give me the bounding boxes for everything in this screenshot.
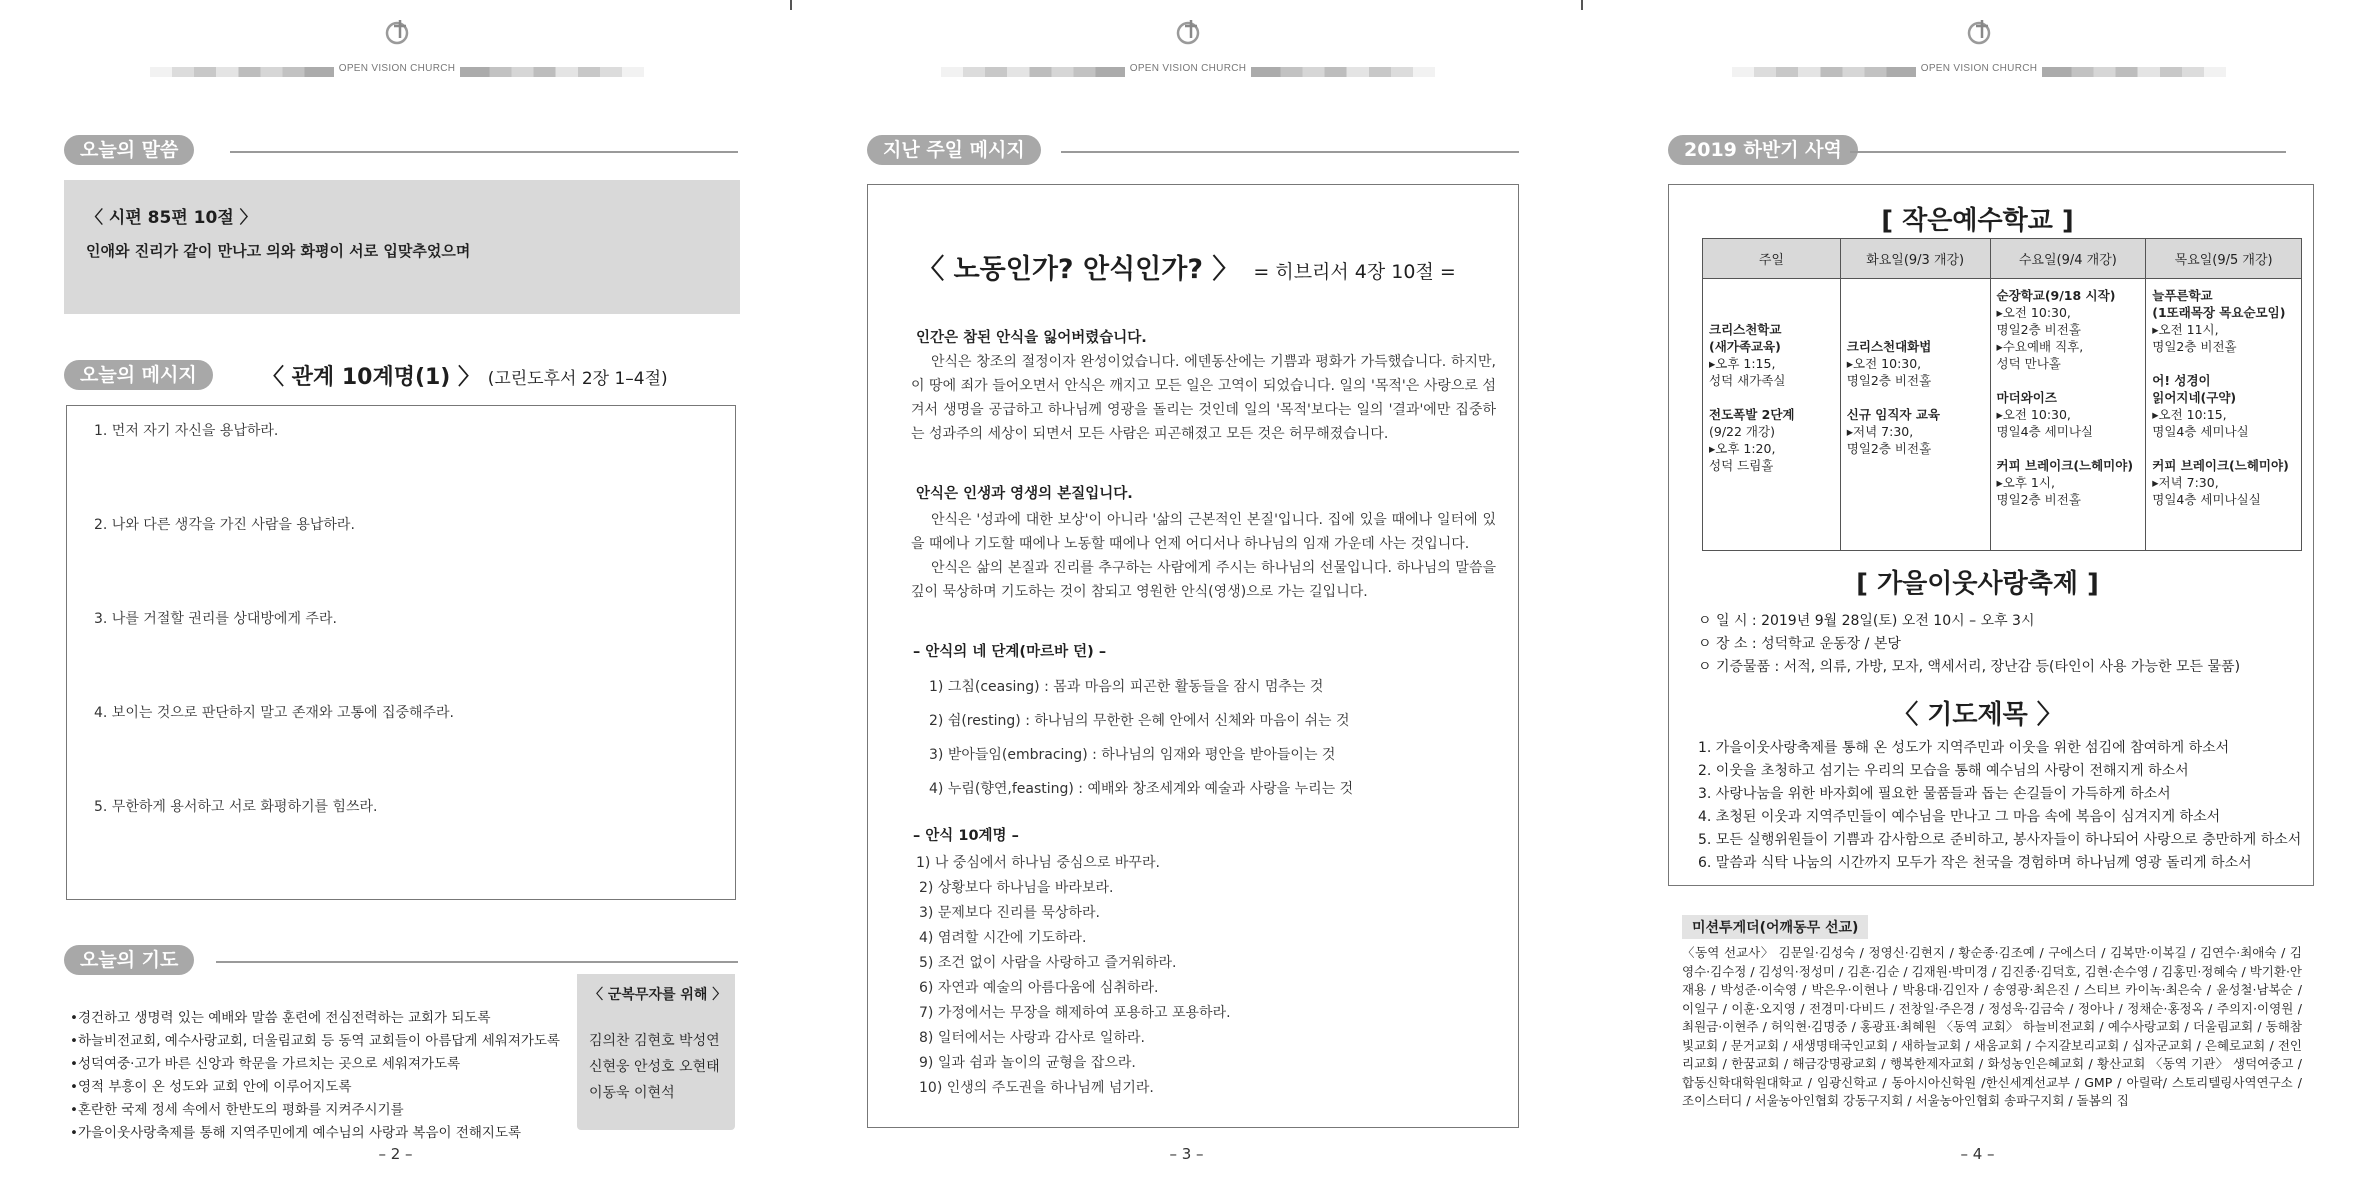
- schedule-line: 성덕 새가족실: [1709, 373, 1786, 388]
- schedule-line: 명일2층 비전홀: [2152, 339, 2237, 354]
- tab-rule: [216, 961, 738, 963]
- sermon-paragraph: 안식은 '성과에 대한 보상'이 아니라 '삶의 근본적인 본질'입니다. 집에 있을 때에나 일터에 있을 때에나 기도할 때에나 노동할 때에나 언제 어디서나 하나님의 임재 가운데 사는 것입니다.: [911, 512, 1496, 552]
- schedule-line: 명일2층 비전홀: [1846, 373, 1932, 388]
- tab-rule: [1850, 151, 2286, 153]
- message-item: 2. 나와 다른 생각을 가진 사람을 용납하라.: [94, 517, 355, 533]
- tab-rule: [230, 151, 738, 153]
- message-item: 5. 무한하게 용서하고 서로 화평하기를 힘쓰라.: [94, 799, 378, 815]
- header-bar-left: [150, 67, 334, 77]
- schedule-line: 커피 브레이크(느헤미야): [2152, 458, 2289, 473]
- schedule-line: ▸저녁 7:30,: [2152, 475, 2219, 490]
- military-names: 김의찬 김현호 박성연: [589, 1033, 720, 1049]
- schedule-line: [1847, 321, 1984, 338]
- prayer-topic: 4. 초청된 이웃과 지역주민들이 예수님을 만나고 그 마음 속에 복음이 심겨지게 하소서: [1698, 809, 2221, 825]
- schedule-line: 성덕 만나홀: [1996, 356, 2061, 371]
- schedule-line: ▸오후 1:15,: [1709, 356, 1776, 371]
- schedule-line: [1847, 389, 1984, 406]
- church-logo-icon: [1171, 18, 1207, 46]
- word-tab: 오늘의 말씀: [64, 135, 194, 165]
- schedule-line: 크리스천학교: [1709, 322, 1782, 337]
- schedule-line: [2152, 440, 2295, 457]
- church-name: OPEN VISION CHURCH: [1129, 63, 1247, 74]
- message-item: 4. 보이는 것으로 판단하지 말고 존재와 고통에 집중해주라.: [94, 705, 455, 721]
- schedule-line: 순장학교(9/18 시작): [1996, 288, 2116, 303]
- schedule-line: 명일2층 비전홀: [1996, 492, 2081, 507]
- schedule-line: 신규 임직자 교육: [1846, 407, 1940, 422]
- message-title: [262, 360, 668, 391]
- sermon-paragraph: 안식은 창조의 절정이자 완성이었습니다. 에덴동산에는 기쁨과 평화가 가득했습니다. 하지만, 이 땅에 죄가 들어오면서 안식은 깨지고 모든 일은 고역이 되었습니다. 일의 '목적'은 사랑으로 섬겨서 생명을 공급하고 하나님께 영광을 돌리는 것인데 일의 '목적'보다는 일의 '결과'에만 집중하는 성과주의 세상이 되면서 모든 사람은 피곤해졌고 모든 것은 허무해졌습니다.: [911, 354, 1496, 442]
- schedule-line: [1847, 304, 1984, 321]
- prayer-topic: 6. 말씀과 식탁 나눔의 시간까지 모두가 작은 천국을 경험하며 하나님께 영광 돌리게 하소서: [1698, 855, 2252, 871]
- page-4: [1582, 0, 2373, 1193]
- message-tab: 오늘의 메시지: [64, 360, 213, 390]
- schedule-table: [1702, 238, 2302, 551]
- table-cell-tuesday: [1840, 279, 1990, 551]
- schedule-line: ▸오전 10:30,: [1846, 356, 1922, 371]
- page-header: [1582, 12, 2373, 72]
- prayer-topic: 2. 이웃을 초청하고 섬기는 우리의 모습을 통해 예수님의 사랑이 전해지게 하소서: [1698, 763, 2189, 779]
- prayer-topic: 5. 모든 실행위원들이 기쁨과 감사함으로 준비하고, 봉사자들이 하나되어 사랑으로 충만하게 하소서: [1698, 832, 2302, 848]
- page-number: – 2 –: [378, 1145, 413, 1163]
- commandment-item: 1) 나 중심에서 하나님 중심으로 바꾸라.: [916, 855, 1160, 871]
- table-header-cell: 목요일(9/5 개강): [2146, 239, 2302, 279]
- schedule-line: 읽어지네(구약): [2152, 390, 2237, 405]
- message-item: 3. 나를 거절할 권리를 상대방에게 주라.: [94, 611, 337, 627]
- commandment-item: 2) 상황보다 하나님을 바라보라.: [919, 880, 1114, 896]
- page-divider: [790, 0, 792, 10]
- commandment-item: 7) 가정에서는 무장을 해제하여 포용하고 포용하라.: [919, 1005, 1231, 1021]
- church-name: OPEN VISION CHURCH: [1920, 63, 2038, 74]
- military-box: [577, 974, 735, 1130]
- sermon-tab: 지난 주일 메시지: [867, 135, 1041, 165]
- prayer-item: •영적 부흥이 온 성도와 교회 안에 이루어지도록: [70, 1079, 352, 1095]
- schedule-line: 명일4층 세미나실: [2152, 424, 2249, 439]
- verse-reference: 〈 시편 85편 10절 〉: [86, 208, 257, 228]
- schedule-line: [1709, 389, 1834, 406]
- school-title: [ 작은예수학교 ]: [1881, 206, 2074, 236]
- schedule-line: 성덕 드림홀: [1709, 458, 1774, 473]
- schedule-line: ▸오후 1시,: [1996, 475, 2055, 490]
- commandment-item: 8) 일터에서는 사랑과 감사로 일하라.: [919, 1030, 1145, 1046]
- prayer-tab: 오늘의 기도: [64, 945, 194, 975]
- prayer-topics-title: 〈 기도제목 〉: [1892, 700, 2063, 730]
- military-title: 〈 군복무자를 위해 〉: [589, 987, 727, 1003]
- prayer-topic: 1. 가을이웃사랑축제를 통해 온 성도가 지역주민과 이웃을 위한 섬김에 참여하게 하소서: [1698, 740, 2230, 756]
- schedule-line: 늘푸른학교: [2152, 288, 2213, 303]
- schedule-line: ▸오후 1:20,: [1709, 441, 1776, 456]
- message-title-text: 〈 관계 10계명(1) 〉: [262, 365, 481, 390]
- schedule-line: [1847, 287, 1984, 304]
- schedule-line: 어! 성경이: [2152, 373, 2211, 388]
- prayer-item: •경건하고 생명력 있는 예배와 말씀 훈련에 전심전력하는 교회가 되도록: [70, 1010, 491, 1026]
- missions-title: 미션투게더(어깨동무 선교): [1682, 915, 1868, 939]
- table-header-cell: 화요일(9/3 개강): [1840, 239, 1990, 279]
- schedule-line: ▸오전 10:15,: [2152, 407, 2227, 422]
- schedule-line: ▸오전 10:30,: [1996, 305, 2071, 320]
- header-bar-right: [1251, 67, 1435, 77]
- schedule-line: ▸수요예배 직후,: [1996, 339, 2084, 354]
- schedule-line: ▸저녁 7:30,: [1846, 424, 1914, 439]
- commandment-item: 5) 조건 없이 사람을 사랑하고 즐거워하라.: [919, 955, 1177, 971]
- message-box: [66, 405, 736, 900]
- festival-line: ㅇ 기증물품 : 서적, 의류, 가방, 모자, 액세서리, 장난감 등(타인이 사용 가능한 모든 물품): [1698, 659, 2241, 675]
- schedule-line: ▸오전 10:30,: [1996, 407, 2071, 422]
- schedule-line: 커피 브레이크(느헤미야): [1996, 458, 2134, 473]
- schedule-line: 명일2층 비전홀: [1996, 322, 2081, 337]
- header-bar-left: [1732, 67, 1916, 77]
- sermon-scripture: = 히브리서 4장 10절 =: [1253, 261, 1456, 283]
- sermon-title: [791, 247, 1582, 286]
- commandment-item: 6) 자연과 예술의 아름다움에 심취하라.: [919, 980, 1159, 996]
- message-reference: (고린도후서 2장 1–4절): [487, 369, 668, 389]
- ministry-tab: 2019 하반기 사역: [1668, 135, 1858, 165]
- church-logo-icon: [380, 18, 416, 46]
- festival-line: ㅇ 일 시 : 2019년 9월 28일(토) 오전 10시 – 오후 3시: [1698, 613, 2035, 629]
- sermon-heading: – 안식 10계명 –: [913, 828, 1019, 844]
- sermon-heading: 인간은 참된 안식을 잃어버렸습니다.: [916, 330, 1147, 346]
- schedule-line: [1997, 372, 2140, 389]
- stage-item: 4) 누림(향연,feasting) : 예배와 창조세계와 예술과 사랑을 누리는 것: [929, 781, 1354, 797]
- schedule-line: [1997, 440, 2140, 457]
- schedule-line: ▸오전 11시,: [2152, 322, 2219, 337]
- header-bar-left: [941, 67, 1125, 77]
- stage-item: 3) 받아들임(embracing) : 하나님의 임재와 평안을 받아들이는 것: [929, 747, 1336, 763]
- table-cell-sunday: [1703, 279, 1841, 551]
- page-2: [0, 0, 791, 1193]
- page-3: [791, 0, 1582, 1193]
- stage-item: 1) 그침(ceasing) : 몸과 마음의 피곤한 활동들을 잠시 멈추는 것: [929, 679, 1324, 695]
- prayer-item: •성덕여중·고가 바른 신앙과 학문을 가르치는 곳으로 세워져가도록: [70, 1056, 461, 1072]
- schedule-line: 마더와이즈: [1996, 390, 2057, 405]
- table-cell-thursday: [2146, 279, 2302, 551]
- page-header: [0, 12, 791, 72]
- schedule-line: 크리스천대화법: [1846, 339, 1932, 354]
- prayer-topic: 3. 사랑나눔을 위한 바자회에 필요한 물품들과 돕는 손길들이 가득하게 하소서: [1698, 786, 2171, 802]
- schedule-line: (1또래목장 목요순모임): [2152, 305, 2286, 320]
- header-bar-right: [460, 67, 644, 77]
- church-name: OPEN VISION CHURCH: [338, 63, 456, 74]
- military-names: 신현웅 안성호 오현태: [589, 1059, 720, 1075]
- verse-text: 인애와 진리가 같이 만나고 의와 화평이 서로 입맞추었으며: [86, 242, 471, 260]
- page-divider: [1581, 0, 1583, 10]
- prayer-item: •하늘비전교회, 예수사랑교회, 더울림교회 등 동역 교회들이 아름답게 세워져가도록: [70, 1033, 560, 1049]
- church-logo-icon: [1962, 18, 1998, 46]
- schedule-line: (새가족교육): [1709, 339, 1781, 354]
- table-header-cell: 주일: [1703, 239, 1841, 279]
- header-bar-right: [2042, 67, 2226, 77]
- festival-title: [ 가을이웃사랑축제 ]: [1856, 569, 2099, 599]
- page-number: – 4 –: [1960, 1145, 1995, 1163]
- sermon-heading: 안식은 인생과 영생의 본질입니다.: [916, 486, 1133, 502]
- sermon-paragraph: 안식은 삶의 본질과 진리를 추구하는 사람에게 주시는 하나님의 선물입니다. 하나님의 말씀을 깊이 묵상하며 기도하는 것이 참되고 영원한 안식(영생)으로 가는 길입니다.: [911, 560, 1496, 600]
- prayer-item: •혼란한 국제 정세 속에서 한반도의 평화를 지켜주시기를: [70, 1102, 404, 1118]
- schedule-line: [1709, 304, 1834, 321]
- missions-text: 〈동역 선교사〉 김문일·김성숙 / 정영신·김현지 / 황순종·김조예 / 구에스더 / 김복만·이복길 / 김연수·최애숙 / 김영수·김수정 / 김성익·정성미 / 김흔·김순 / 김재원·박미경 / 김진종·김덕호, 김현·손수영 / 김홍민·정혜숙 / 박기환·안재용 / 박성준·이숙영 / 박은우·이현나 / 박용대·김인자 / 송영광·최은진 / 스티브 카이녹·최은숙 / 윤성철·남복순 / 이일구 / 이훈·오지영 / 전경미·다비드 / 전창일·주은경 / 정성욱·김금숙 / 정아나 / 정채순·홍정옥 / 주의지·이영원 / 최원금·이현주 / 허익현·김명중 / 홍광표·최혜원 〈동역 교회〉 하늘비전교회 / 예수사랑교회 / 더울림교회 / 동해참빛교회 / 문거교회 / 새생명태국인교회 / 새하늘교회 / 새움교회 / 수지갈보리교회 / 십자군교회 / 은혜로교회 / 전인리교회 / 한꿈교회 / 해금강명광교회 / 행복한제자교회 / 화성농인은혜교회 / 황산교회 〈동역 기관〉 생덕여중고 / 합동신학대학원대학교 / 임광신학교 / 동아시아신학원 /한신세계선교부 / GMP / 아릴락/ 스토리텔링사역연구소 / 조이스터디 / 서울농아인협회 강동구지회 / 서울농아인협회 송파구지회 / 돌봄의 집: [1682, 945, 2302, 1108]
- sermon-heading: – 안식의 네 단계(마르바 던) –: [913, 644, 1107, 660]
- stage-item: 2) 쉼(resting) : 하나님의 무한한 은혜 안에서 신체와 마음이 쉬는 것: [929, 713, 1350, 729]
- page-header: [791, 12, 1582, 72]
- schedule-line: [2152, 355, 2295, 372]
- commandment-item: 3) 문제보다 진리를 묵상하라.: [919, 905, 1100, 921]
- table-cell-wednesday: [1990, 279, 2146, 551]
- military-names: 이동욱 이현석: [589, 1085, 675, 1101]
- commandment-item: 9) 일과 쉼과 놀이의 균형을 잡으라.: [919, 1055, 1136, 1071]
- table-row: [1703, 279, 2302, 551]
- message-item: 1. 먼저 자기 자신을 용납하라.: [94, 423, 279, 439]
- table-header-cell: 수요일(9/4 개강): [1990, 239, 2146, 279]
- table-header-row: [1703, 239, 2302, 279]
- schedule-line: 명일4층 세미나실: [1996, 424, 2093, 439]
- festival-line: ㅇ 장 소 : 성덕학교 운동장 / 본당: [1698, 636, 1901, 652]
- schedule-line: 명일4층 세미나실실: [2152, 492, 2261, 507]
- commandment-item: 4) 염려할 시간에 기도하라.: [919, 930, 1087, 946]
- commandment-item: 10) 인생의 주도권을 하나님께 넘기라.: [919, 1080, 1154, 1096]
- schedule-line: 명일2층 비전홀: [1846, 441, 1932, 456]
- schedule-line: [1709, 287, 1834, 304]
- tab-rule: [1061, 151, 1519, 153]
- page-number: – 3 –: [1169, 1145, 1204, 1163]
- schedule-line: (9/22 개강): [1709, 424, 1775, 439]
- schedule-line: 전도폭발 2단계: [1709, 407, 1795, 422]
- prayer-item: •가을이웃사랑축제를 통해 지역주민에게 예수님의 사랑과 복음이 전해지도록: [70, 1125, 522, 1141]
- sermon-title-text: 〈 노동인가? 안식인가? 〉: [917, 254, 1240, 285]
